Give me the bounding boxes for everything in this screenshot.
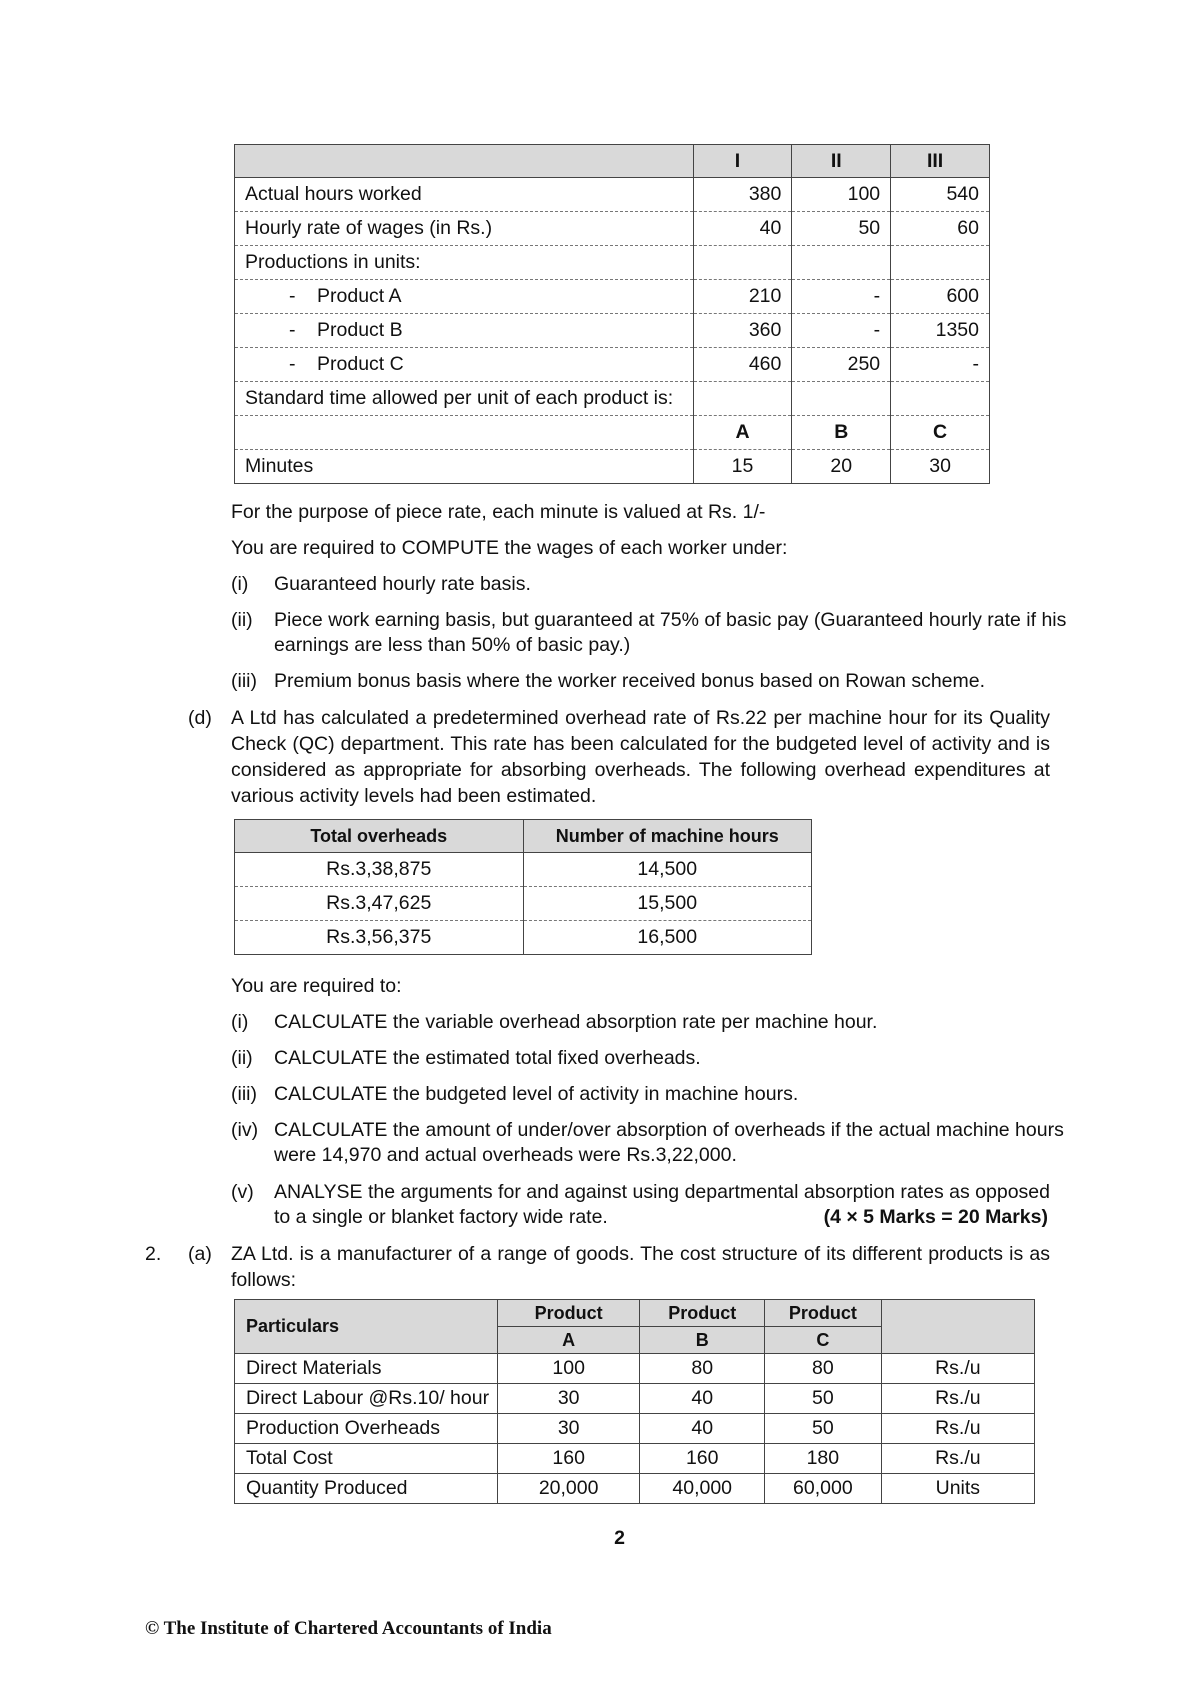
table-row	[235, 1474, 1035, 1504]
item-number: (i)	[231, 573, 249, 595]
header-cell: Product	[765, 1300, 882, 1327]
table-cell: -	[792, 280, 891, 314]
item-number: (iv)	[231, 1119, 259, 1141]
table-cell: 15	[693, 450, 792, 484]
table-cell: 50	[792, 212, 891, 246]
table-row	[235, 1444, 1035, 1474]
product-head-cell: C	[891, 416, 990, 450]
table-cell: 50	[765, 1414, 882, 1444]
row-label: Hourly rate of wages (in Rs.)	[235, 212, 694, 246]
table-cell	[891, 246, 990, 280]
table-cell: 20,000	[497, 1474, 639, 1504]
table-cell	[693, 246, 792, 280]
table-cell: 30	[497, 1414, 639, 1444]
table-row	[235, 1354, 1035, 1384]
paragraph-line: follows:	[231, 1269, 297, 1291]
row-label: Standard time allowed per unit of each product is:	[235, 382, 694, 416]
row-label	[235, 314, 694, 348]
paragraph-line: Check (QC) department. This rate has been calculated for the budgeted level of activity and is	[231, 733, 1050, 755]
header-cell: III	[891, 145, 990, 178]
row-label	[235, 348, 694, 382]
table-cell: 160	[640, 1444, 765, 1474]
item-number: (ii)	[231, 1047, 253, 1069]
bullet-dash: -	[289, 353, 296, 375]
table-row	[235, 382, 990, 416]
header-cell: B	[640, 1327, 765, 1354]
table-cell: -	[891, 348, 990, 382]
table-cell: 80	[640, 1354, 765, 1384]
product-label: Product B	[317, 319, 403, 341]
item-text: Premium bonus basis where the worker received bonus based on Rowan scheme.	[274, 670, 986, 692]
item-number: (iii)	[231, 670, 257, 692]
table-cell: 1350	[891, 314, 990, 348]
row-label	[235, 280, 694, 314]
header-cell: Number of machine hours	[523, 820, 812, 853]
row-label: Minutes	[235, 450, 694, 484]
table-cell: 30	[497, 1384, 639, 1414]
item-text: were 14,970 and actual overheads were Rs.3,22,000.	[274, 1144, 737, 1166]
product-head-cell: A	[693, 416, 792, 450]
table-row	[235, 1384, 1035, 1414]
bullet-dash: -	[289, 285, 296, 307]
part-label: (a)	[188, 1243, 212, 1265]
table-row	[235, 887, 812, 921]
required-text: You are required to COMPUTE the wages of each worker under:	[231, 537, 788, 559]
item-number: (ii)	[231, 609, 253, 631]
table-cell: 100	[792, 178, 891, 212]
table-row	[235, 450, 990, 484]
item-number: (i)	[231, 1011, 249, 1033]
table-cell: 40	[640, 1414, 765, 1444]
table-header-row	[235, 1300, 1035, 1327]
cost-structure-table	[234, 1299, 1035, 1504]
table-cell	[891, 382, 990, 416]
table-row	[235, 348, 990, 382]
table-row	[235, 212, 990, 246]
table-cell: 460	[693, 348, 792, 382]
table-cell: 15,500	[523, 887, 812, 921]
table-header-row	[235, 145, 990, 178]
product-head-cell: B	[792, 416, 891, 450]
item-text: CALCULATE the estimated total fixed overheads.	[274, 1047, 701, 1069]
header-cell	[235, 145, 694, 178]
table-cell: Rs.3,56,375	[235, 921, 524, 955]
row-label: Actual hours worked	[235, 178, 694, 212]
paragraph-line: ZA Ltd. is a manufacturer of a range of goods. The cost structure of its different products is as	[231, 1243, 1050, 1265]
item-text: CALCULATE the variable overhead absorption rate per machine hour.	[274, 1011, 878, 1033]
overheads-table	[234, 819, 812, 955]
table-cell: 600	[891, 280, 990, 314]
table-cell: 50	[765, 1384, 882, 1414]
table-row	[235, 280, 990, 314]
unit-cell: Units	[881, 1474, 1034, 1504]
header-cell: Particulars	[235, 1300, 498, 1354]
header-cell: Product	[640, 1300, 765, 1327]
row-label: Direct Labour @Rs.10/ hour	[235, 1384, 498, 1414]
table-row	[235, 314, 990, 348]
item-text: CALCULATE the budgeted level of activity in machine hours.	[274, 1083, 799, 1105]
table-cell: 180	[765, 1444, 882, 1474]
item-text: ANALYSE the arguments for and against using departmental absorption rates as opposed	[274, 1181, 1050, 1203]
table-cell: 250	[792, 348, 891, 382]
table-row	[235, 1414, 1035, 1444]
required-text: You are required to:	[231, 975, 402, 997]
item-number: (iii)	[231, 1083, 257, 1105]
table-cell: 60	[891, 212, 990, 246]
table-cell	[792, 246, 891, 280]
row-label: Quantity Produced	[235, 1474, 498, 1504]
table-cell	[693, 382, 792, 416]
part-label: (d)	[188, 707, 212, 729]
paragraph-line: considered as appropriate for absorbing overheads. The following overhead expenditures at	[231, 759, 1050, 781]
table-cell: Rs.3,38,875	[235, 853, 524, 887]
worker-data-table	[234, 144, 990, 484]
table-cell: 14,500	[523, 853, 812, 887]
table-cell: 20	[792, 450, 891, 484]
table-row	[235, 416, 990, 450]
header-cell	[881, 1300, 1034, 1354]
table-row	[235, 921, 812, 955]
item-text: CALCULATE the amount of under/over absorption of overheads if the actual machine hours	[274, 1119, 1064, 1141]
row-label: Production Overheads	[235, 1414, 498, 1444]
item-text: Piece work earning basis, but guaranteed at 75% of basic pay (Guaranteed hourly rate if his	[274, 609, 1067, 631]
row-label: Direct Materials	[235, 1354, 498, 1384]
bullet-dash: -	[289, 319, 296, 341]
table-row	[235, 246, 990, 280]
product-label: Product C	[317, 353, 404, 375]
page-number: 2	[614, 1527, 625, 1549]
header-cell: A	[497, 1327, 639, 1354]
table-row	[235, 178, 990, 212]
table-row	[235, 853, 812, 887]
table-cell: 30	[891, 450, 990, 484]
header-cell: C	[765, 1327, 882, 1354]
item-number: (v)	[231, 1181, 254, 1203]
row-label: Total Cost	[235, 1444, 498, 1474]
marks-label: (4 × 5 Marks = 20 Marks)	[823, 1206, 1048, 1228]
row-label: Productions in units:	[235, 246, 694, 280]
question-number: 2.	[145, 1243, 162, 1265]
table-cell: 380	[693, 178, 792, 212]
piece-rate-note: For the purpose of piece rate, each minute is valued at Rs. 1/-	[231, 501, 766, 523]
item-text: to a single or blanket factory wide rate.	[274, 1206, 608, 1228]
header-cell: II	[792, 145, 891, 178]
unit-cell: Rs./u	[881, 1384, 1034, 1414]
table-cell: Rs.3,47,625	[235, 887, 524, 921]
table-cell	[792, 382, 891, 416]
row-label	[235, 416, 694, 450]
header-cell: Total overheads	[235, 820, 524, 853]
table-cell: 40	[693, 212, 792, 246]
table-cell: 160	[497, 1444, 639, 1474]
footer-copyright: © The Institute of Chartered Accountants of India	[145, 1618, 552, 1639]
item-text: earnings are less than 50% of basic pay.)	[274, 634, 631, 656]
table-cell: -	[792, 314, 891, 348]
table-cell: 40,000	[640, 1474, 765, 1504]
table-cell: 40	[640, 1384, 765, 1414]
table-header-row	[235, 820, 812, 853]
paragraph-line: various activity levels had been estimated.	[231, 785, 597, 807]
header-cell: Product	[497, 1300, 639, 1327]
unit-cell: Rs./u	[881, 1414, 1034, 1444]
table-cell: 60,000	[765, 1474, 882, 1504]
table-cell: 16,500	[523, 921, 812, 955]
unit-cell: Rs./u	[881, 1354, 1034, 1384]
table-cell: 360	[693, 314, 792, 348]
table-cell: 540	[891, 178, 990, 212]
header-cell: I	[693, 145, 792, 178]
table-cell: 210	[693, 280, 792, 314]
item-text: Guaranteed hourly rate basis.	[274, 573, 531, 595]
table-cell: 100	[497, 1354, 639, 1384]
product-label: Product A	[317, 285, 402, 307]
paragraph-line: A Ltd has calculated a predetermined overhead rate of Rs.22 per machine hour for its Quality	[231, 707, 1050, 729]
table-cell: 80	[765, 1354, 882, 1384]
unit-cell: Rs./u	[881, 1444, 1034, 1474]
